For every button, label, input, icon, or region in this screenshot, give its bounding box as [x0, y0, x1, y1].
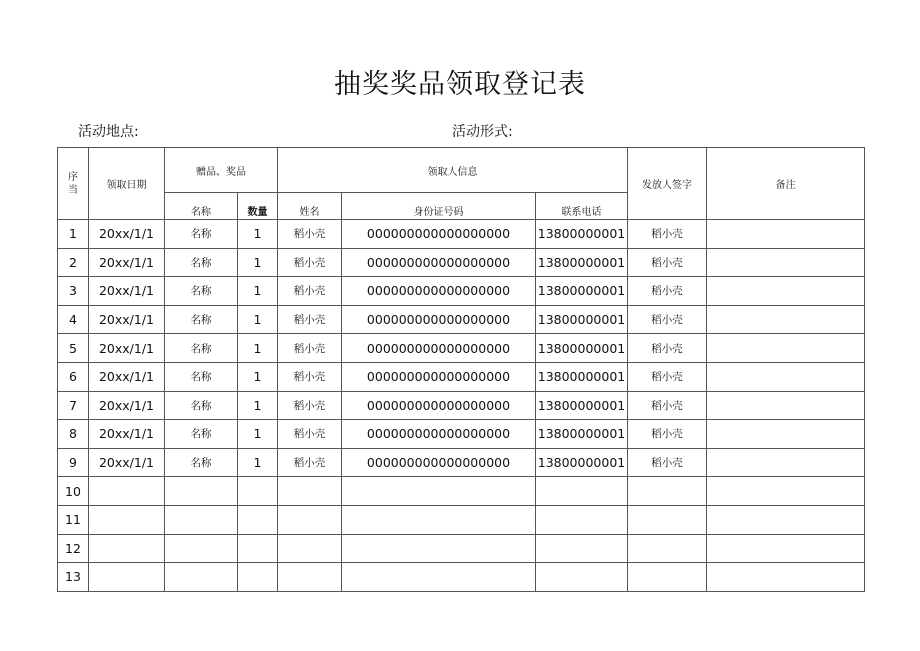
header-gift-name: 名称: [165, 193, 238, 220]
registration-table: [57, 147, 865, 592]
date-cell: [89, 534, 165, 563]
receiver-name-cell: 稻小壳: [278, 391, 342, 420]
header-receiver-name: 姓名: [278, 193, 342, 220]
header-phone: 联系电话: [536, 193, 628, 220]
receiver-name-cell: [278, 477, 342, 506]
phone-cell: 13800000001: [536, 248, 628, 277]
qty-cell: [238, 477, 278, 506]
header-seq: [58, 148, 89, 220]
table-row: [58, 420, 865, 449]
header-date: 领取日期: [89, 148, 165, 220]
issuer-cell: 稻小壳: [628, 334, 707, 363]
remark-cell: [707, 334, 865, 363]
qty-cell: 1: [238, 305, 278, 334]
phone-cell: 13800000001: [536, 334, 628, 363]
remark-cell: [707, 248, 865, 277]
table-row: [58, 305, 865, 334]
activity-location-label: 活动地点:: [78, 124, 139, 140]
issuer-cell: 稻小壳: [628, 362, 707, 391]
phone-cell: 13800000001: [536, 305, 628, 334]
seq-cell: 9: [58, 448, 89, 477]
phone-cell: 13800000001: [536, 277, 628, 306]
qty-cell: 1: [238, 277, 278, 306]
remark-cell: [707, 448, 865, 477]
receiver-name-cell: [278, 534, 342, 563]
id-number-cell: [342, 563, 536, 592]
id-number-cell: [342, 534, 536, 563]
gift-name-cell: 名称: [165, 277, 238, 306]
page-title: 抽奖奖品领取登记表: [334, 69, 586, 100]
qty-cell: [238, 534, 278, 563]
remark-cell: [707, 277, 865, 306]
remark-cell: [707, 477, 865, 506]
date-cell: 20xx/1/1: [89, 277, 165, 306]
date-cell: 20xx/1/1: [89, 334, 165, 363]
header-gift-group: 赠品、奖品: [165, 148, 278, 193]
header-seq-line1: 序: [68, 171, 78, 183]
remark-cell: [707, 362, 865, 391]
header-gift-qty: 数量: [238, 193, 278, 220]
receiver-name-cell: 稻小壳: [278, 334, 342, 363]
table-row: [58, 334, 865, 363]
gift-name-cell: 名称: [165, 420, 238, 449]
gift-name-cell: 名称: [165, 448, 238, 477]
issuer-cell: 稻小壳: [628, 277, 707, 306]
issuer-cell: [628, 505, 707, 534]
gift-name-cell: 名称: [165, 305, 238, 334]
phone-cell: 13800000001: [536, 420, 628, 449]
seq-cell: 8: [58, 420, 89, 449]
gift-name-cell: [165, 534, 238, 563]
table-row: [58, 505, 865, 534]
seq-cell: 10: [58, 477, 89, 506]
receiver-name-cell: 稻小壳: [278, 305, 342, 334]
date-cell: 20xx/1/1: [89, 248, 165, 277]
seq-cell: 1: [58, 220, 89, 249]
seq-cell: 12: [58, 534, 89, 563]
table-row: [58, 248, 865, 277]
issuer-cell: [628, 563, 707, 592]
issuer-cell: [628, 477, 707, 506]
date-cell: 20xx/1/1: [89, 305, 165, 334]
phone-cell: 13800000001: [536, 362, 628, 391]
seq-cell: 4: [58, 305, 89, 334]
gift-name-cell: 名称: [165, 362, 238, 391]
gift-name-cell: 名称: [165, 248, 238, 277]
id-number-cell: 000000000000000000: [342, 305, 536, 334]
seq-cell: 3: [58, 277, 89, 306]
gift-name-cell: [165, 477, 238, 506]
phone-cell: [536, 505, 628, 534]
gift-name-cell: 名称: [165, 334, 238, 363]
header-row-top: [58, 148, 865, 193]
issuer-cell: 稻小壳: [628, 448, 707, 477]
receiver-name-cell: 稻小壳: [278, 277, 342, 306]
date-cell: 20xx/1/1: [89, 362, 165, 391]
header-receiver-group: 领取人信息: [278, 148, 628, 193]
issuer-cell: [628, 534, 707, 563]
date-cell: 20xx/1/1: [89, 391, 165, 420]
id-number-cell: 000000000000000000: [342, 248, 536, 277]
date-cell: [89, 477, 165, 506]
phone-cell: [536, 563, 628, 592]
header-issuer-sign: 发放人签字: [628, 148, 707, 220]
phone-cell: 13800000001: [536, 448, 628, 477]
qty-cell: 1: [238, 220, 278, 249]
table-row: [58, 277, 865, 306]
receiver-name-cell: 稻小壳: [278, 420, 342, 449]
remark-cell: [707, 563, 865, 592]
issuer-cell: 稻小壳: [628, 305, 707, 334]
id-number-cell: 000000000000000000: [342, 220, 536, 249]
receiver-name-cell: 稻小壳: [278, 362, 342, 391]
qty-cell: 1: [238, 248, 278, 277]
issuer-cell: 稻小壳: [628, 248, 707, 277]
table-row: [58, 448, 865, 477]
seq-cell: 6: [58, 362, 89, 391]
table-row: [58, 391, 865, 420]
header-id-number: 身份证号码: [342, 193, 536, 220]
seq-cell: 7: [58, 391, 89, 420]
issuer-cell: 稻小壳: [628, 391, 707, 420]
id-number-cell: 000000000000000000: [342, 362, 536, 391]
date-cell: 20xx/1/1: [89, 220, 165, 249]
date-cell: [89, 505, 165, 534]
header-seq-line2: 当: [68, 184, 78, 196]
receiver-name-cell: 稻小壳: [278, 220, 342, 249]
qty-cell: 1: [238, 448, 278, 477]
id-number-cell: [342, 477, 536, 506]
receiver-name-cell: [278, 563, 342, 592]
remark-cell: [707, 505, 865, 534]
receiver-name-cell: 稻小壳: [278, 248, 342, 277]
id-number-cell: [342, 505, 536, 534]
date-cell: 20xx/1/1: [89, 448, 165, 477]
table-row: [58, 477, 865, 506]
activity-form-label: 活动形式:: [452, 124, 513, 140]
remark-cell: [707, 220, 865, 249]
qty-cell: 1: [238, 420, 278, 449]
qty-cell: 1: [238, 391, 278, 420]
remark-cell: [707, 305, 865, 334]
phone-cell: [536, 534, 628, 563]
phone-cell: [536, 477, 628, 506]
qty-cell: 1: [238, 334, 278, 363]
gift-name-cell: 名称: [165, 391, 238, 420]
gift-name-cell: 名称: [165, 220, 238, 249]
qty-cell: 1: [238, 362, 278, 391]
phone-cell: 13800000001: [536, 220, 628, 249]
id-number-cell: 000000000000000000: [342, 391, 536, 420]
id-number-cell: 000000000000000000: [342, 420, 536, 449]
seq-cell: 11: [58, 505, 89, 534]
phone-cell: 13800000001: [536, 391, 628, 420]
remark-cell: [707, 534, 865, 563]
seq-cell: 2: [58, 248, 89, 277]
table-row: [58, 362, 865, 391]
receiver-name-cell: [278, 505, 342, 534]
issuer-cell: 稻小壳: [628, 220, 707, 249]
table-row: [58, 563, 865, 592]
id-number-cell: 000000000000000000: [342, 334, 536, 363]
id-number-cell: 000000000000000000: [342, 448, 536, 477]
receiver-name-cell: 稻小壳: [278, 448, 342, 477]
date-cell: [89, 563, 165, 592]
issuer-cell: 稻小壳: [628, 420, 707, 449]
remark-cell: [707, 391, 865, 420]
qty-cell: [238, 563, 278, 592]
id-number-cell: 000000000000000000: [342, 277, 536, 306]
header-remark: 备注: [707, 148, 865, 220]
seq-cell: 13: [58, 563, 89, 592]
table-row: [58, 534, 865, 563]
remark-cell: [707, 420, 865, 449]
gift-name-cell: [165, 505, 238, 534]
qty-cell: [238, 505, 278, 534]
seq-cell: 5: [58, 334, 89, 363]
date-cell: 20xx/1/1: [89, 420, 165, 449]
gift-name-cell: [165, 563, 238, 592]
table-row: [58, 220, 865, 249]
